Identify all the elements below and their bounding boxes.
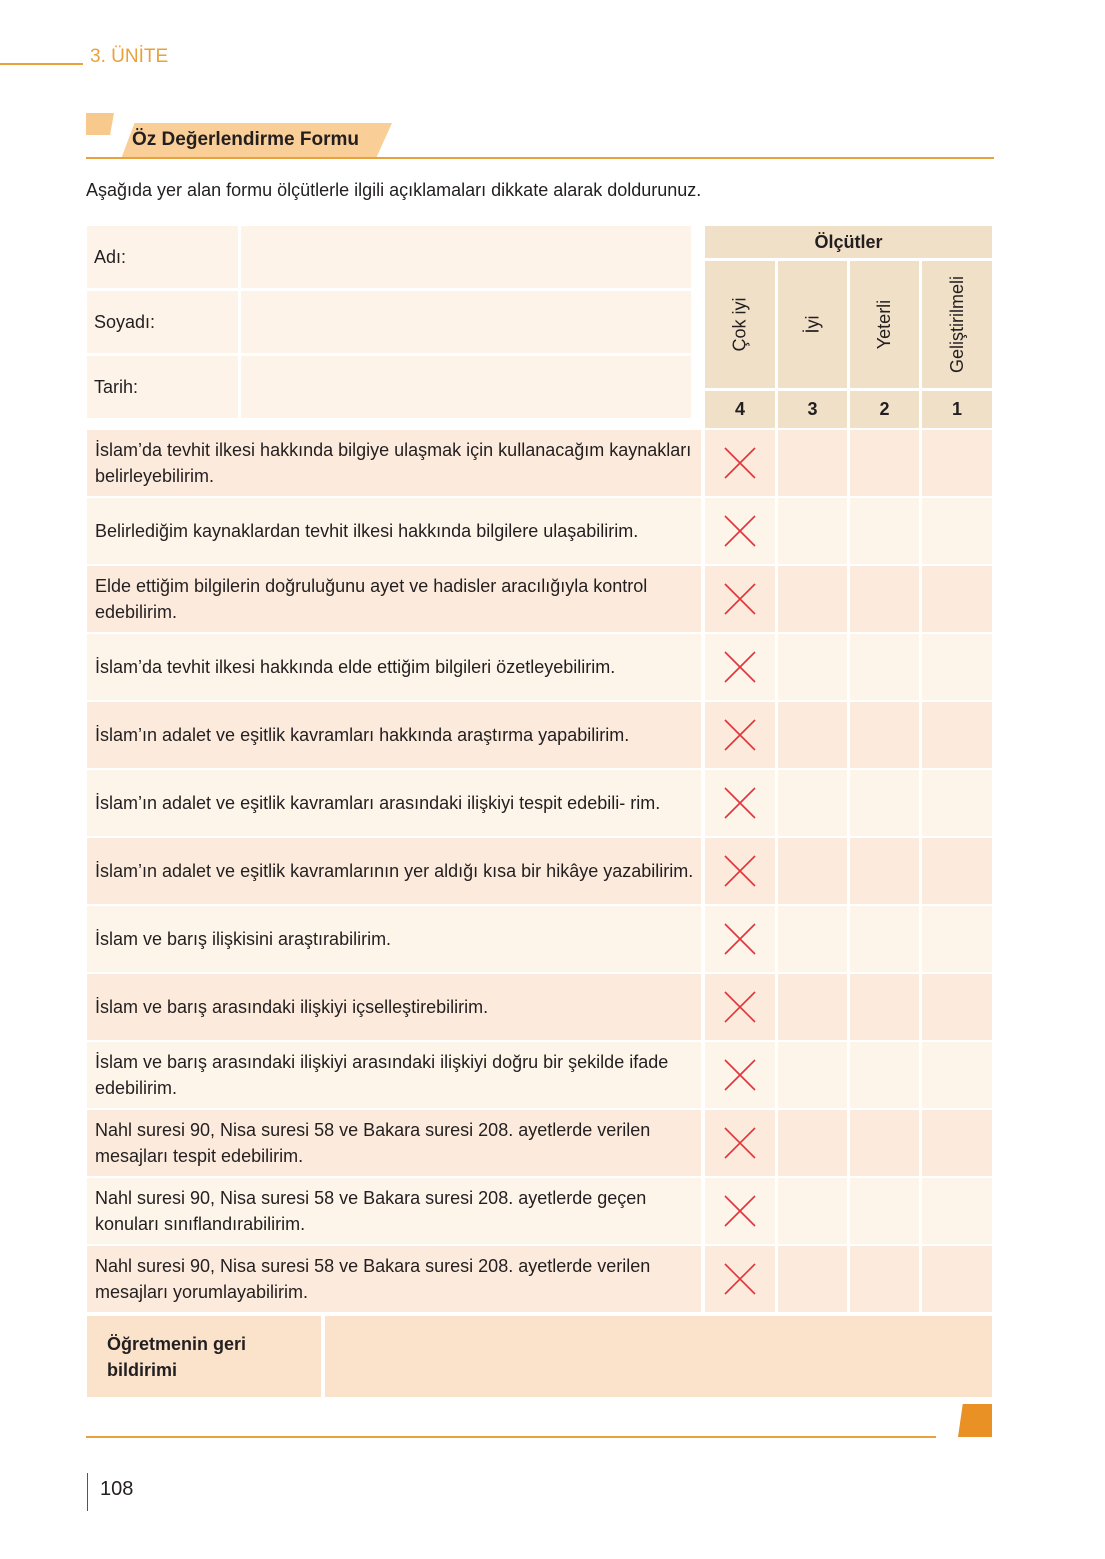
rating-cell-5-3[interactable] [778,770,847,836]
rating-cell-7-2[interactable] [850,906,919,972]
rating-cell-2-1[interactable] [922,566,992,632]
rating-cell-9-2[interactable] [850,1042,919,1108]
page-bar [87,1473,88,1511]
rating-cell-12-3[interactable] [778,1246,847,1312]
rating-cell-7-4[interactable] [705,906,775,972]
rating-cell-0-3[interactable] [778,430,847,496]
field-label-1: Soyadı: [87,291,238,353]
rating-cell-9-4[interactable] [705,1042,775,1108]
x-mark-icon [723,1058,757,1092]
rating-cell-6-2[interactable] [850,838,919,904]
rating-cell-1-1[interactable] [922,498,992,564]
rating-cell-10-1[interactable] [922,1110,992,1176]
rating-cell-11-1[interactable] [922,1178,992,1244]
rating-cell-6-3[interactable] [778,838,847,904]
rating-cell-4-4[interactable] [705,702,775,768]
rating-cell-4-1[interactable] [922,702,992,768]
x-mark-icon [723,1126,757,1160]
rating-cell-0-1[interactable] [922,430,992,496]
x-mark-icon [723,1194,757,1228]
criteria-level-3 [922,261,992,388]
rating-cell-9-1[interactable] [922,1042,992,1108]
criteria-level-label: Geliştirilmeli [946,275,967,374]
rating-cell-8-3[interactable] [778,974,847,1040]
x-mark-icon [723,718,757,752]
rating-cell-7-1[interactable] [922,906,992,972]
criteria-level-label: Yeterli [874,299,894,350]
criteria-level-2 [850,261,919,388]
x-mark-icon [723,990,757,1024]
rating-cell-6-1[interactable] [922,838,992,904]
statement-12: Nahl suresi 90, Nisa suresi 58 ve Bakara suresi 208. ayetlerde verilen mesajları yorumlayabilirim. [87,1246,701,1312]
statement-2: Elde ettiğim bilgilerin doğruluğunu ayet ve hadisler aracılığıyla kontrol edebilirim. [87,566,701,632]
footer-line [86,1436,936,1438]
criteria-level-0 [705,261,775,388]
rating-cell-9-3[interactable] [778,1042,847,1108]
rating-cell-12-2[interactable] [850,1246,919,1312]
rating-cell-1-2[interactable] [850,498,919,564]
criteria-score-2: 2 [850,391,919,428]
x-mark-icon [723,922,757,956]
rating-cell-12-4[interactable] [705,1246,775,1312]
rating-cell-1-3[interactable] [778,498,847,564]
statement-6: İslam’ın adalet ve eşitlik kavramlarının yer aldığı kısa bir hikâye yazabilirim. [87,838,701,904]
criteria-level-1 [778,261,847,388]
decor-square [86,113,114,135]
rating-cell-2-4[interactable] [705,566,775,632]
feedback-input[interactable] [325,1316,992,1397]
rating-cell-3-2[interactable] [850,634,919,700]
criteria-score-1: 3 [778,391,847,428]
feedback-label: Öğretmenin geri bildirimi [87,1316,321,1397]
rating-cell-11-4[interactable] [705,1178,775,1244]
statement-7: İslam ve barış ilişkisini araştırabilirim. [87,906,701,972]
rating-cell-3-1[interactable] [922,634,992,700]
statement-11: Nahl suresi 90, Nisa suresi 58 ve Bakara suresi 208. ayetlerde geçen konuları sınıflandırabilirim. [87,1178,701,1244]
criteria-score-0: 4 [705,391,775,428]
field-input-2[interactable] [241,356,691,418]
section-divider [86,157,994,159]
rating-cell-0-4[interactable] [705,430,775,496]
statement-5: İslam’ın adalet ve eşitlik kavramları arasındaki ilişkiyi tespit edebili- rim. [87,770,701,836]
criteria-title: Ölçütler [705,226,992,258]
x-mark-icon [723,582,757,616]
x-mark-icon [723,514,757,548]
rating-cell-5-2[interactable] [850,770,919,836]
rating-cell-2-3[interactable] [778,566,847,632]
rating-cell-5-1[interactable] [922,770,992,836]
rating-cell-6-4[interactable] [705,838,775,904]
x-mark-icon [723,786,757,820]
statement-8: İslam ve barış arasındaki ilişkiyi içselleştirebilirim. [87,974,701,1040]
rating-cell-4-3[interactable] [778,702,847,768]
rating-cell-11-2[interactable] [850,1178,919,1244]
decor-square [958,1404,992,1437]
statement-1: Belirlediğim kaynaklardan tevhit ilkesi hakkında bilgilere ulaşabilirim. [87,498,701,564]
rating-cell-10-4[interactable] [705,1110,775,1176]
rating-cell-5-4[interactable] [705,770,775,836]
criteria-score-3: 1 [922,391,992,428]
rating-cell-1-4[interactable] [705,498,775,564]
statement-4: İslam’ın adalet ve eşitlik kavramları hakkında araştırma yapabilirim. [87,702,701,768]
rating-cell-10-2[interactable] [850,1110,919,1176]
rating-cell-0-2[interactable] [850,430,919,496]
field-input-0[interactable] [241,226,691,288]
page-number: 108 [100,1478,134,1500]
rating-cell-12-1[interactable] [922,1246,992,1312]
rating-cell-11-3[interactable] [778,1178,847,1244]
criteria-level-label: İyi [802,315,822,334]
x-mark-icon [723,446,757,480]
statement-10: Nahl suresi 90, Nisa suresi 58 ve Bakara suresi 208. ayetlerde verilen mesajları tespit edebilirim. [87,1110,701,1176]
rating-cell-4-2[interactable] [850,702,919,768]
unit-line [0,63,83,65]
rating-cell-8-2[interactable] [850,974,919,1040]
field-label-0: Adı: [87,226,238,288]
rating-cell-3-4[interactable] [705,634,775,700]
rating-cell-2-2[interactable] [850,566,919,632]
criteria-level-label: Çok iyi [729,297,750,352]
rating-cell-7-3[interactable] [778,906,847,972]
rating-cell-8-4[interactable] [705,974,775,1040]
rating-cell-8-1[interactable] [922,974,992,1040]
field-label-2: Tarih: [87,356,238,418]
statement-3: İslam’da tevhit ilkesi hakkında elde ettiğim bilgileri özetleyebilirim. [87,634,701,700]
statement-9: İslam ve barış arasındaki ilişkiyi arasındaki ilişkiyi doğru bir şekilde ifade edebilirim. [87,1042,701,1108]
x-mark-icon [723,1262,757,1296]
x-mark-icon [723,854,757,888]
rating-cell-3-3[interactable] [778,634,847,700]
x-mark-icon [723,650,757,684]
field-input-1[interactable] [241,291,691,353]
statement-0: İslam’da tevhit ilkesi hakkında bilgiye ulaşmak için kullanacağım kaynakları belirleyebilirim. [87,430,701,496]
unit-label: 3. ÜNİTE [90,46,169,67]
instruction-text: Aşağıda yer alan formu ölçütlerle ilgili açıklamaları dikkate alarak doldurunuz. [86,180,702,200]
rating-cell-10-3[interactable] [778,1110,847,1176]
section-title: Öz Değerlendirme Formu [132,129,359,150]
